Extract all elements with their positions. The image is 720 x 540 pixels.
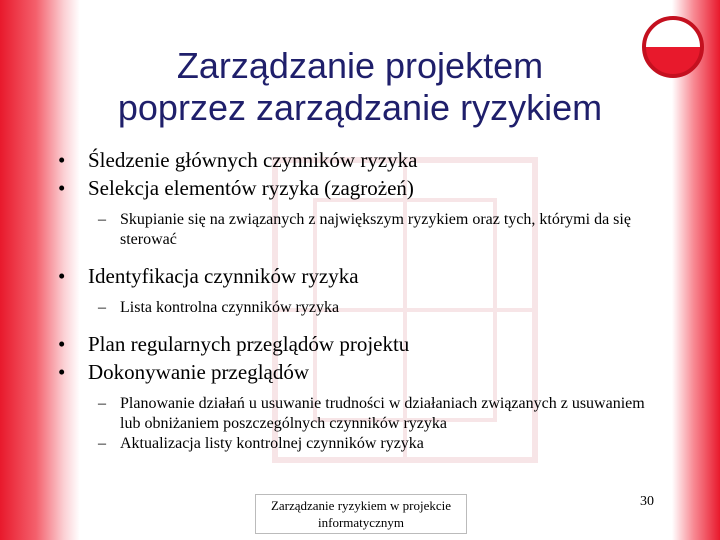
bullet-item: • Dokonywanie przeglądów [58,358,658,386]
slide-title [60,45,660,129]
title-line-1: Zarządzanie projektem [176,45,544,86]
bullet-item: • Śledzenie głównych czynników ryzyka [58,146,658,174]
right-red-band [672,0,720,540]
page-number: 30 [640,494,654,509]
sub-bullet-item: – Planowanie działań u usuwanie trudności w działaniach związanych z usuwaniem lub obniżaniem poszczególnych czynników ryzyka [58,394,658,434]
bullet-item: • Identyfikacja czynników ryzyka [58,262,658,290]
bullet-item: • Selekcja elementów ryzyka (zagrożeń) [58,174,658,202]
sub-bullet-item: – Aktualizacja listy kontrolnej czynników ryzyka [58,434,658,454]
sub-bullet-item: – Lista kontrolna czynników ryzyka [58,298,658,318]
title-line-2: poprzez zarządzanie ryzykiem [117,87,603,128]
slide-content [58,146,658,454]
bullet-item: • Plan regularnych przeglądów projektu [58,330,658,358]
sub-bullet-item: – Skupianie się na związanych z największym ryzykiem oraz tych, którymi da się sterować [58,210,658,250]
slide-footer: Zarządzanie ryzykiem w projekcie informatycznym [255,494,467,534]
